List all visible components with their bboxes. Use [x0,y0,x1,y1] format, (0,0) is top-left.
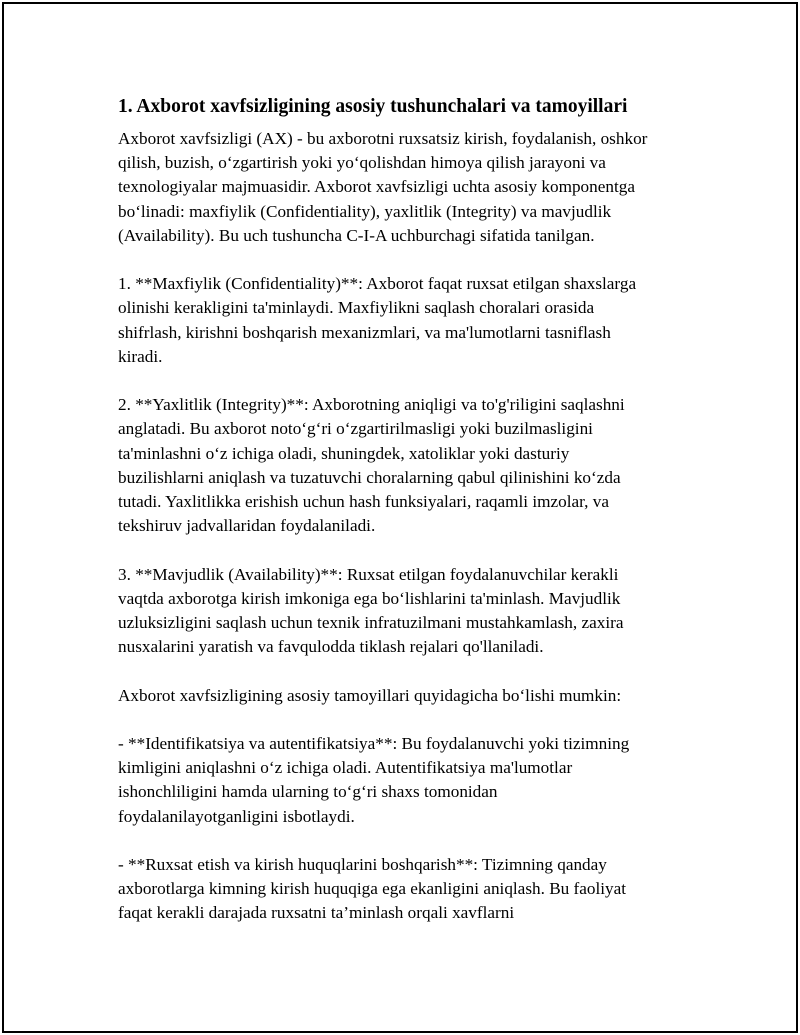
section-heading: 1. Axborot xavfsizligining asosiy tushunchalari va tamoyillari [118,96,628,117]
paragraph-identification: - **Identifikatsiya va autentifikatsiya**: Bu foydalanuvchi yoki tizimning kimligini aniqlashni o‘z ichiga oladi. Autentifikatsiya ma'lumotlar ishonchliligini hamda ularning to‘g‘ri shaxs tomonidan foydalanilayotganligini isbotlaydi. [118,734,630,826]
document-body [118,93,698,926]
paragraph-intro: Axborot xavfsizligi (AX) - bu axborotni ruxsatsiz kirish, foydalanish, oshkor qilish, buzish, o‘zgartirish yoki yo‘qolishdan himoya qilish jarayoni va texnologiyalar majmuasidir. Axborot xavfsizligi uchta asosiy komponentga bo‘linadi: maxfiylik (Confidentiality), yaxlitlik (Integrity) va mavjudlik (Availability). Bu uch tushuncha C-I-A uchburchagi sifatida tanilgan. [118,129,648,245]
paragraph-principles-intro: Axborot xavfsizligining asosiy tamoyillari quyidagicha bo‘lishi mumkin: [118,685,622,705]
paragraph-confidentiality: 1. **Maxfiylik (Confidentiality)**: Axborot faqat ruxsat etilgan shaxslarga olinishi kerakligini ta'minlaydi. Maxfiylikni saqlash choralari orasida shifrlash, kirishni boshqarish mexanizmlari, va ma'lumotlarni tasniflash kiradi. [118,274,637,366]
paragraph-availability: 3. **Mavjudlik (Availability)**: Ruxsat etilgan foydalanuvchilar kerakli vaqtda axborotga kirish imkoniga ega bo‘lishlarini ta'minlash. Mavjudlik uzluksizligini saqlash uchun texnik infratuzilmani mustahkamlash, zaxira nusxalarini yaratish va favqulodda tiklash rejalari qo'llaniladi. [118,564,624,657]
paragraph-integrity: 2. **Yaxlitlik (Integrity)**: Axborotning aniqligi va to'g'riligini saqlashni anglatadi. Bu axborot noto‘g‘ri o‘zgartirilmasligi yoki buzilmasligini ta'minlashni o‘z ichiga oladi, shuningdek, xatoliklar yoki dasturiy buzilishlarni aniqlash va tuzatuvchi choralarning qabul qilinishini ko‘zda tutadi. Yaxlitlikka erishish uchun hash funksiyalari, raqamli imzolar, va tekshiruv jadvallaridan foydalaniladi. [118,395,625,536]
paragraph-access-control: - **Ruxsat etish va kirish huquqlarini boshqarish**: Tizimning qanday axborotlarga kimning kirish huquqiga ega ekanligini aniqlash. Bu faoliyat faqat kerakli darajada ruxsatni ta’minlash orqali xavflarni [118,855,627,923]
